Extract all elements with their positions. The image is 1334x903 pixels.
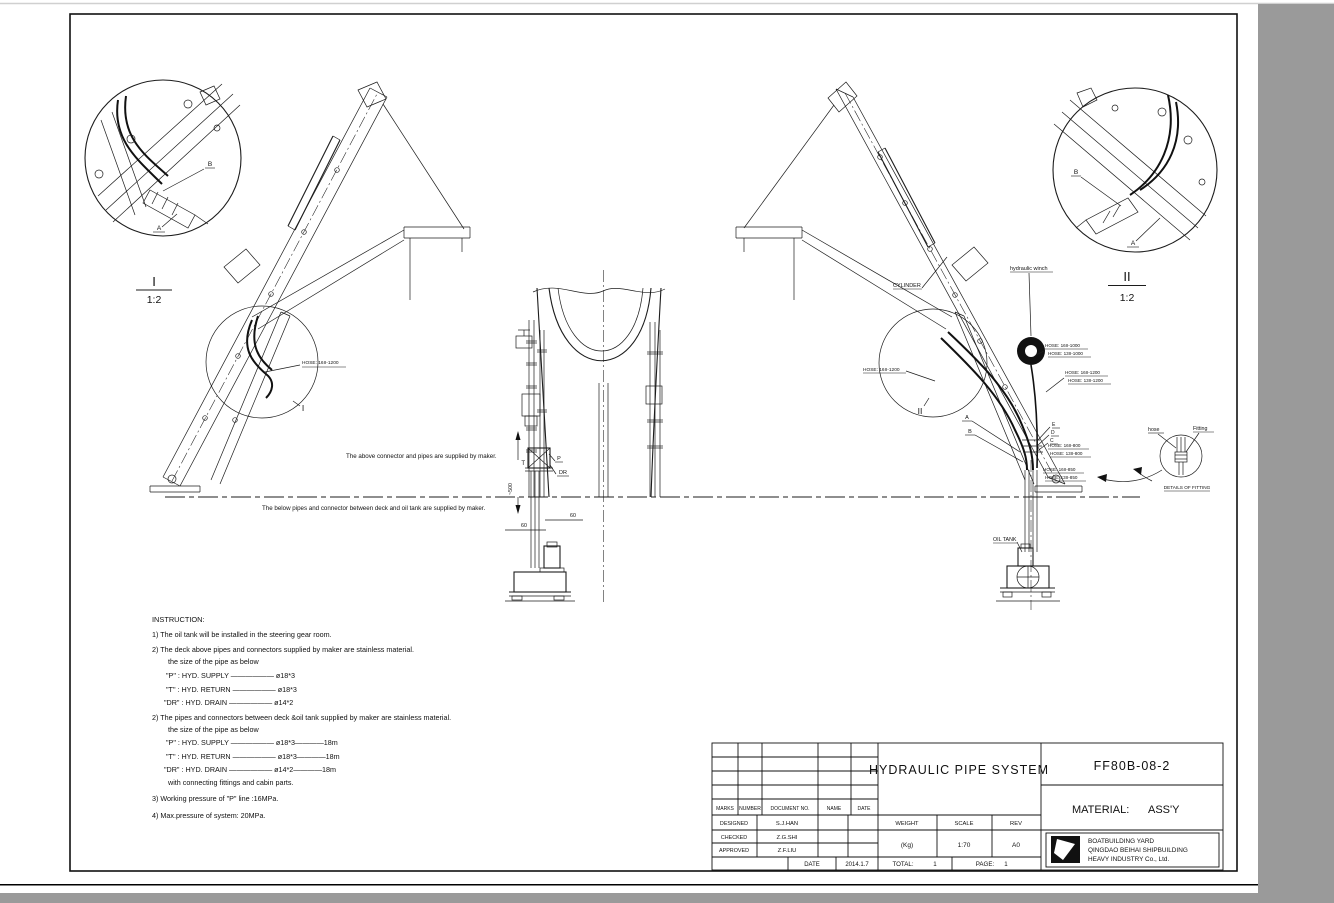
instruction-line: the size of the pipe as below — [168, 725, 259, 734]
page-value: 1 — [1004, 861, 1008, 868]
detail-II-callout-a: A — [1130, 240, 1136, 247]
hose-16-800-label: HOSE: 16II-800 — [1048, 443, 1081, 448]
instruction-line: "DR" : HYD. DRAIN —————— ø14*2 — [164, 698, 294, 707]
total-label: TOTAL: — [892, 861, 914, 868]
designed-role: DESIGNED — [719, 821, 749, 827]
fitting-detail-caption: DETAILS OF FITTING — [1163, 485, 1211, 490]
dim-60b-label: 60 — [521, 523, 527, 529]
date-label: DATE — [804, 862, 820, 868]
port-dr-label: DR — [559, 470, 567, 476]
hose-16-850-label: HOSE: 16II-850 — [1043, 467, 1076, 472]
detail-II-scale: 1:2 — [1119, 292, 1135, 304]
detail-I-scale: 1:2 — [146, 294, 162, 306]
rev-header-document-no: DOCUMENT NO. — [770, 806, 810, 812]
detail-I-callout-b: B — [207, 161, 213, 168]
right-view-hose-label: HOSE: 16II-1200 — [863, 368, 900, 373]
rev-value: A0 — [1012, 842, 1020, 849]
rev-header-date: DATE — [857, 806, 871, 812]
oil-tank-label: OIL TANK — [993, 537, 1017, 543]
company-line-3: HEAVY INDUSTRY Co., Ltd. — [1088, 856, 1170, 863]
weight-value: (Kg) — [900, 842, 914, 849]
material-value: ASS'Y — [1148, 804, 1180, 816]
checked-role: CHECKED — [720, 835, 748, 841]
left-view-detail-ref: I — [301, 403, 305, 413]
approved-name: Z.F.LIU — [777, 848, 797, 854]
detail-I-ref: I — [152, 274, 156, 289]
instruction-line: 3) Working pressure of "P" line :16MPa. — [152, 794, 279, 803]
instruction-line: 1) The oil tank will be installed in the steering gear room. — [152, 630, 332, 639]
company-line-2: QINGDAO BEIHAI SHIPBUILDING — [1088, 847, 1188, 854]
scale-value: 1:70 — [957, 842, 971, 849]
hydraulic-winch-label: hydraulic winch — [1010, 266, 1048, 272]
note-above-deck: The above connector and pipes are supplied by maker. — [346, 453, 497, 460]
company-line-1: BOATBUILDING YARD — [1088, 838, 1155, 845]
cylinder-label: CYLINDER — [893, 283, 921, 289]
callout-a-label: A — [965, 415, 969, 421]
scale-label: SCALE — [954, 821, 974, 827]
callout-d-label: D — [1051, 430, 1055, 436]
fitting-hose-label: hose — [1148, 427, 1160, 433]
weight-label: WEIGHT — [895, 821, 919, 827]
material-label: MATERIAL: — [1072, 804, 1130, 816]
instruction-line: "T" : HYD. RETURN —————— ø18*3 — [166, 685, 297, 694]
hose-13-800-label: HOSE: 13II-800 — [1050, 451, 1083, 456]
right-view-detail-ref: II — [917, 406, 923, 416]
hose-16-1200-label: HOSE: 16II-1200 — [1065, 370, 1100, 375]
fitting-fitting-label: Fitting — [1193, 426, 1208, 432]
instruction-line: "T" : HYD. RETURN —————— ø18*3————18m — [166, 752, 340, 761]
checked-name: Z.G.SHI — [776, 835, 798, 841]
dim-60a-label: 60 — [570, 513, 576, 519]
instruction-line: 2) The pipes and connectors between deck &oil tank supplied by maker are stainless material. — [152, 713, 452, 722]
rev-header-marks: MARKS — [716, 806, 734, 812]
rev-header-name: NAME — [826, 806, 842, 812]
drawing-title: HYDRAULIC PIPE SYSTEM — [868, 763, 1050, 777]
instruction-line: with connecting fittings and cabin parts. — [168, 778, 294, 787]
instruction-line: "P" : HYD. SUPPLY —————— ø18*3 — [166, 671, 296, 680]
instruction-line: the size of the pipe as below — [168, 657, 259, 666]
port-p-label: P — [557, 456, 561, 462]
note-below-deck: The below pipes and connector between deck and oil tank are supplied by maker. — [262, 505, 486, 512]
total-value: 1 — [933, 861, 937, 868]
drawing-number: FF80B-08-2 — [1093, 759, 1171, 773]
instruction-line: "DR" : HYD. DRAIN —————— ø14*2————18m — [164, 765, 337, 774]
right-gray-band — [1258, 4, 1334, 903]
detail-II-ref: II — [1123, 269, 1131, 284]
detail-II-callout-b: B — [1073, 169, 1079, 176]
date-value: 2014.1.7 — [845, 862, 869, 868]
callout-b-label: B — [968, 429, 972, 435]
instruction-line: 2) The deck above pipes and connectors supplied by maker are stainless material. — [152, 645, 414, 654]
dim-500-label: ~500 — [508, 483, 514, 495]
hose-13-1000-label: HOSE: 13II-1000 — [1048, 351, 1083, 356]
company-logo — [1051, 836, 1080, 863]
port-t-label: T — [521, 461, 525, 467]
page-label: PAGE: — [975, 861, 995, 868]
callout-c-label: C — [1050, 438, 1054, 444]
designed-name: S.J.HAN — [775, 821, 799, 827]
approved-role: APPROVED — [719, 848, 749, 854]
hose-13-850-label: HOSE: 13II-850 — [1045, 475, 1078, 480]
callout-e-label: E — [1052, 422, 1056, 428]
rev-header-number: NUMBER — [739, 806, 761, 812]
hose-13-1200-label: HOSE: 13II-1200 — [1068, 378, 1103, 383]
instruction-heading: INSTRUCTION: — [152, 615, 205, 624]
instruction-line: "P" : HYD. SUPPLY —————— ø18*3————18m — [166, 738, 338, 747]
detail-I-callout-a: A — [156, 225, 162, 232]
left-view-hose-label: HOSE: 16II-1200 — [302, 361, 339, 366]
instruction-line: 4) Max.pressure of system: 20MPa. — [152, 811, 266, 820]
hose-16-1000-label: HOSE: 16II-1000 — [1045, 343, 1080, 348]
rev-label: REV — [1010, 821, 1022, 827]
bottom-gray-band — [0, 893, 1334, 903]
